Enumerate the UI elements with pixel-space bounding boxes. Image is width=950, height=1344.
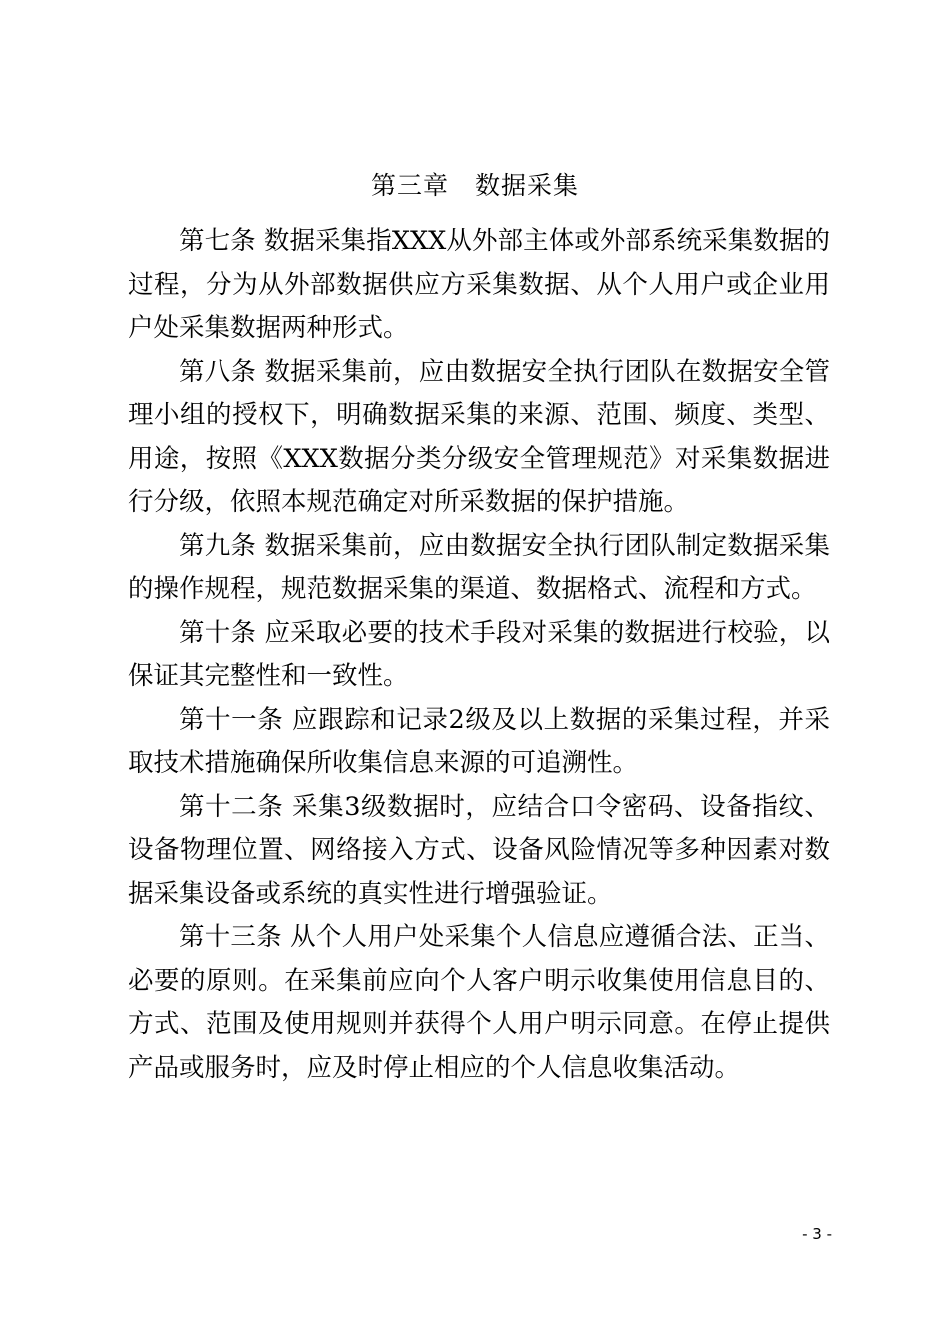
article-8: 第八条 数据采集前，应由数据安全执行团队在数据安全管理小组的授权下，明确数据采集的来源、范围、频度、类型、用途，按照《XXX数据分类分级安全管理规范》对采集数据进行分级，依照本规范确定对所采数据的保护措施。 [128, 356, 830, 517]
article-9: 第九条 数据采集前，应由数据安全执行团队制定数据采集的操作规程，规范数据采集的渠道、数据格式、流程和方式。 [128, 530, 830, 604]
article-13: 第十三条 从个人用户处采集个人信息应遵循合法、正当、必要的原则。在采集前应向个人客户明示收集使用信息目的、方式、范围及使用规则并获得个人用户明示同意。在停止提供产品或服务时，应及时停止相应的个人信息收集活动。 [128, 922, 830, 1083]
page-number: - 3 - [802, 1225, 832, 1243]
chapter-title: 第三章 数据采集 [370, 171, 579, 200]
article-7: 第七条 数据采集指XXX从外部主体或外部系统采集数据的过程，分为从外部数据供应方采集数据、从个人用户或企业用户处采集数据两种形式。 [128, 226, 830, 343]
article-10: 第十条 应采取必要的技术手段对采集的数据进行校验，以保证其完整性和一致性。 [128, 617, 830, 691]
body-text [128, 220, 830, 1090]
article-11: 第十一条 应跟踪和记录2级及以上数据的采集过程，并采取技术措施确保所收集信息来源的可追溯性。 [128, 704, 830, 778]
article-12: 第十二条 采集3级数据时，应结合口令密码、设备指纹、设备物理位置、网络接入方式、设备风险情况等多种因素对数据采集设备或系统的真实性进行增强验证。 [128, 791, 830, 909]
